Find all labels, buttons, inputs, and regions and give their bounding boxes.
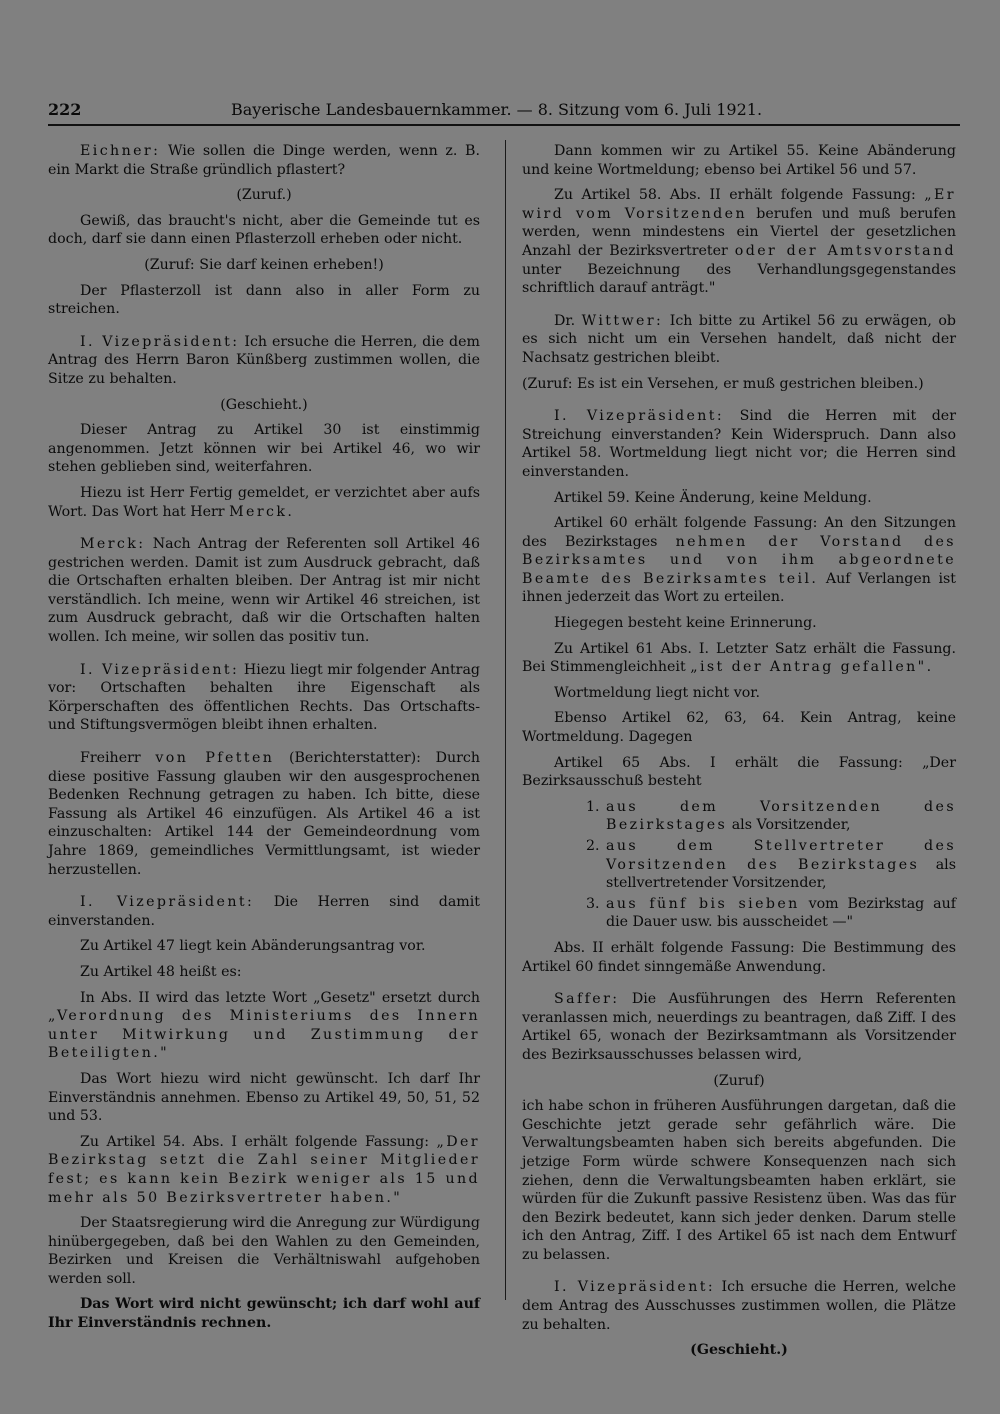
speaker-name: I. Vizepräsident: bbox=[80, 661, 240, 678]
emphasized-text: „ist der Antrag gefallen". bbox=[690, 659, 934, 676]
page-number: 222 bbox=[48, 100, 82, 119]
paragraph: I. Vizepräsident: Ich ersuche die Herren, welche dem Antrag des Ausschusses zustimmen wollen, die Plätze zu behalten. bbox=[522, 1279, 956, 1333]
paragraph: Der Pflasterzoll ist dann also in aller Form zu streichen. bbox=[48, 282, 480, 318]
paragraph: Das Wort hiezu wird nicht gewünscht. Ich darf Ihr Einverständnis annehmen. Ebenso zu Artikel 49, 50, 51, 52 und 53. bbox=[48, 1070, 480, 1125]
paragraph: Hiegegen besteht keine Erinnerung. bbox=[554, 615, 817, 632]
paragraph: Zu Artikel 48 heißt es: bbox=[80, 963, 242, 980]
article-item-list bbox=[522, 798, 956, 932]
interjection: (Zuruf) bbox=[713, 1072, 765, 1089]
paragraph: Saffer: Die Ausführungen des Herrn Referenten veranlassen mich, neuerdings zu beantragen, daß Ziff. I des Artikel 65, wonach der Bezirksamtmann als Vorsitzender des Bezirksausschusses belassen wird, bbox=[522, 991, 956, 1063]
interjection: (Zuruf: Sie darf keinen erheben!) bbox=[144, 256, 384, 273]
running-title: Bayerische Landesbauernkammer. — 8. Sitzung vom 6. Juli 1921. bbox=[231, 100, 763, 119]
interjection: (Zuruf.) bbox=[236, 187, 292, 204]
paragraph: Ebenso Artikel 62, 63, 64. Kein Antrag, keine Wortmeldung. Dagegen bbox=[522, 710, 956, 746]
paragraph: Abs. II erhält folgende Fassung: Die Bestimmung des Artikel 60 findet sinngemäße Anwendung. bbox=[522, 939, 956, 975]
paragraph: Dr. Wittwer: Ich bitte zu Artikel 56 zu erwägen, ob es sich nicht um ein Versehen handelt, daß nicht der Nachsatz gestrichen bleibt. bbox=[522, 312, 956, 366]
emphasized-text: oder der Amtsvorstand bbox=[734, 242, 956, 259]
speaker-name: Wittwer: bbox=[581, 312, 664, 329]
paragraph: I. Vizepräsident: Sind die Herren mit der Streichung einverstanden? Kein Widerspruch. Dann also Artikel 58. Wortmeldung liegt nicht vor; die Herren sind einverstanden. bbox=[522, 408, 956, 480]
paragraph: Merck: Nach Antrag der Referenten soll Artikel 46 gestrichen werden. Damit ist zum Ausdruck gebracht, daß die Ortschaften erhalten bleiben. Der Antrag ist mir nicht verständlich. Ich meine, wenn wir Artikel 46 streichen, ist zum Ausdruck gebracht, daß wir die Ortschaften halten wollen. Ich meine, wir sollen das positiv tun. bbox=[48, 536, 480, 646]
speaker-name: I. Vizepräsident: bbox=[554, 1279, 716, 1296]
list-item: 3. aus fünf bis sieben vom Bezirkstag auf die Dauer usw. bis ausscheidet —" bbox=[586, 895, 957, 931]
interjection: (Geschieht.) bbox=[690, 1342, 788, 1359]
paragraph: Zu Artikel 54. Abs. I erhält folgende Fassung: „Der Bezirkstag setzt die Zahl seiner Mitglieder fest; es kann kein Bezirk weniger als 15 und mehr als 50 Bezirksvertreter haben." bbox=[48, 1133, 480, 1206]
emphasized-text: nehmen der Vorstand des Bezirksamtes und von ihm abgeordnete Beamte des Bezirksamtes teil. bbox=[522, 533, 956, 587]
interjection: (Geschieht.) bbox=[220, 396, 308, 413]
paragraph: Der Staatsregierung wird die Anregung zur Würdigung hinübergegeben, daß bei den Wahlen zu den Gemeinden, Bezirken und Kreisen die Verhältniswahl aufgehoben werden soll. bbox=[48, 1215, 480, 1287]
paragraph: Das Wort wird nicht gewünscht; ich darf wohl auf Ihr Einverständnis rechnen. bbox=[48, 1296, 480, 1332]
paragraph: Zu Artikel 61 Abs. I. Letzter Satz erhält die Fassung. Bei Stimmengleichheit „ist der Antrag gefallen". bbox=[522, 640, 956, 676]
paragraph: Freiherr von Pfetten (Berichterstatter): Durch diese positive Fassung glauben wir den ausgesprochenen Bedenken Rechnung getragen zu haben. Ich bitte, diese Fassung als Artikel 46 einzufügen. Als Artikel 46 a ist einzuschalten: Artikel 144 der Gemeindeordnung vom Jahre 1869, gemeindliches Vermittlungsamt, ist wieder herzustellen. bbox=[48, 750, 481, 878]
list-item: 2. aus dem Stellvertreter des Vorsitzenden des Bezirkstages als stellvertretender Vorsitzender, bbox=[586, 838, 956, 892]
list-item: 1. aus dem Vorsitzenden des Bezirkstages als Vorsitzender, bbox=[586, 798, 956, 834]
item-number: 2. bbox=[586, 838, 600, 854]
interjection: (Zuruf: Es ist ein Versehen, er muß gestrichen bleiben.) bbox=[522, 375, 924, 392]
paragraph: Dann kommen wir zu Artikel 55. Keine Abänderung und keine Wortmeldung; ebenso bei Artikel 56 und 57. bbox=[522, 143, 956, 178]
emphasized-text: „Der Bezirkstag setzt die Zahl seiner Mitglieder fest; es kann kein Bezirk weniger als 15 und mehr als 50 Bezirksvertreter haben." bbox=[48, 1133, 480, 1206]
speaker-name: I. Vizepräsident: bbox=[554, 408, 725, 425]
paragraph: Zu Artikel 58. Abs. II erhält folgende Fassung: „Er wird vom Vorsitzenden berufen und muß berufen werden, wenn mindestens ein Viertel der gesetzlichen Anzahl der Bezirksvertreter oder der Amtsvorstand unter Bezeichnung des Verhandlungsgegenstandes schriftlich darauf anträgt." bbox=[522, 187, 956, 297]
speaker-name: von Pfetten bbox=[155, 750, 275, 767]
emphasized-text: „Verordnung des Ministeriums des Innern unter Mitwirkung und Zustimmung der Beteiligten." bbox=[48, 1008, 480, 1062]
left-column bbox=[48, 142, 480, 1340]
paragraph: Hiezu ist Herr Fertig gemeldet, er verzichtet aber aufs Wort. Das Wort hat Herr Merck. bbox=[48, 484, 480, 520]
paragraph: I. Vizepräsident: Die Herren sind damit einverstanden. bbox=[48, 894, 480, 929]
paragraph: Dieser Antrag zu Artikel 30 ist einstimmig angenommen. Jetzt können wir bei Artikel 46, wo wir stehen geblieben sind, weiterfahren. bbox=[48, 422, 480, 476]
item-number: 3. bbox=[586, 895, 600, 912]
emphasized-text: „Er wird vom Vorsitzenden bbox=[522, 187, 956, 222]
speaker-name: Saffer: bbox=[554, 991, 620, 1008]
page-header bbox=[48, 100, 768, 126]
speaker-name: Merck: bbox=[80, 536, 146, 553]
paragraph: Wortmeldung liegt nicht vor. bbox=[554, 684, 761, 701]
speaker-name: I. Vizepräsident: bbox=[80, 894, 255, 911]
paragraph: ich habe schon in früheren Ausführungen dargetan, daß die Geschichte jetzt gerade sehr gefährlich wäre. Die Verwaltungsbeamten haben sich bereits abgefunden. Die jetzige Form würde schwere Konsequenzen nach sich ziehen, denn die Verwaltungsbeamten haben erklärt, sie würden für die Zukunft passive Resistenz üben. Was das für den Bezirk bedeutet, kann sich jeder denken. Darum stelle ich den Antrag, Ziff. I des Artikel 65 ist nach dem Entwurf zu belassen. bbox=[522, 1098, 956, 1263]
paragraph: I. Vizepräsident: Ich ersuche die Herren, die dem Antrag des Herrn Baron Künßberg zustimmen wollen, die Sitze zu behalten. bbox=[48, 333, 480, 387]
header-rule bbox=[48, 124, 960, 126]
paragraph: Artikel 60 erhält folgende Fassung: An den Sitzungen des Bezirkstages nehmen der Vorstand des Bezirksamtes und von ihm abgeordnete Beamte des Bezirksamtes teil. Auf Verlangen ist ihnen jederzeit das Wort zu erteilen. bbox=[522, 515, 956, 606]
paragraph: I. Vizepräsident: Hiezu liegt mir folgender Antrag vor: Ortschaften behalten ihre Eigenschaft als Körperschaften des öffentlichen Rechts. Das Ortschafts- und Stiftungsvermögen bleibt ihnen erhalten. bbox=[48, 661, 480, 734]
right-column bbox=[522, 142, 956, 1367]
speaker-name: Eichner: bbox=[80, 143, 161, 159]
paragraph: Gewiß, das braucht's nicht, aber die Gemeinde tut es doch, darf sie dann einen Pflasterzoll erheben oder nicht. bbox=[48, 212, 480, 248]
item-number: 1. bbox=[586, 798, 600, 815]
paragraph: Artikel 59. Keine Änderung, keine Meldung. bbox=[554, 489, 872, 506]
paragraph: Zu Artikel 47 liegt kein Abänderungsantrag vor. bbox=[80, 938, 426, 955]
paragraph: In Abs. II wird das letzte Wort „Gesetz" ersetzt durch „Verordnung des Ministeriums des Innern unter Mitwirkung und Zustimmung der Beteiligten." bbox=[48, 989, 480, 1062]
paragraph: Eichner: Wie sollen die Dinge werden, wenn z. B. ein Markt die Straße gründlich pflastert? bbox=[48, 143, 480, 178]
column-divider bbox=[505, 140, 506, 1300]
paragraph: Artikel 65 Abs. I erhält die Fassung: „Der Bezirksausschuß besteht bbox=[522, 754, 956, 790]
speaker-name: Merck bbox=[229, 503, 288, 520]
speaker-name: I. Vizepräsident: bbox=[80, 333, 240, 350]
